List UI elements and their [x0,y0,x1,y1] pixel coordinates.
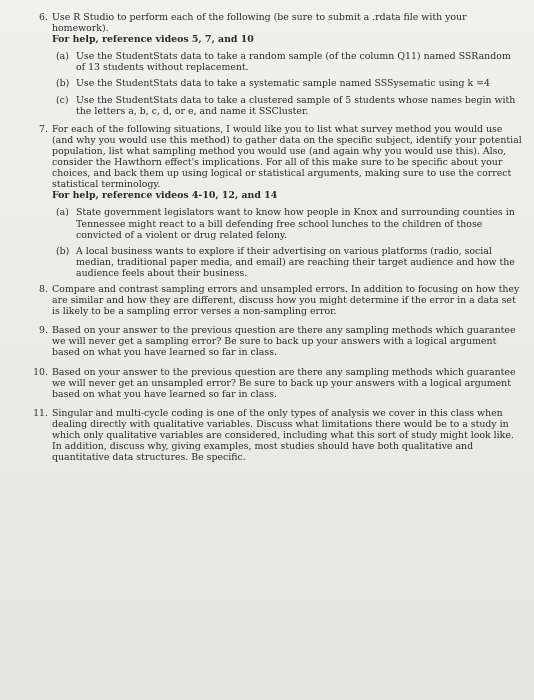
question-text: For each of the following situations, I would like you to list what survey method you would use (and why you would use this method) to gather data on the specific subject, identify your potential population, list what sampling method you would use (and again why you would use this). Also, consider the Hawthorn effect's implications. For all of this make sure to be specific about your choices, and back them up using logical or statistical arguments, making sure to use the correct statistical terminology. [52,123,522,191]
question-part [52,78,522,89]
part-text: A local business wants to explore if their advertising on various platforms (radio, social median, traditional paper media, and email) are reaching their target audience and how the audience feels about their business. [76,245,515,279]
part-label: (a) [56,51,69,63]
part-label: (c) [56,94,69,106]
question-8 [38,284,522,317]
question-number: 7. [39,123,48,135]
question-text: Based on your answer to the previous question are there any sampling methods which guarantee we will never get a sampling error? Be sure to back up your answers with a logical argument based on what you have learned so far in class. [52,325,516,359]
question-parts [52,207,522,279]
part-label: (a) [56,207,69,219]
question-10 [33,366,522,400]
part-label: (b) [56,78,70,90]
question-part [52,51,522,73]
question-9 [38,325,522,358]
part-text: State government legislators want to know how people in Knox and surrounding counties in Tennessee might react to a bill defending free school lunches to the children of those convicted of a violent or drug related felony. [76,207,515,241]
question-text: Based on your answer to the previous question are there any sampling methods which guarantee we will never get an unsampled error? Be sure to back up your answers with a logical argument based on what you have learned so far in class. [52,366,516,400]
question-number: 11. [33,407,48,419]
question-7 [38,124,522,279]
help-reference: For help, reference videos 5, 7, and 10 [52,34,254,46]
question-text: Compare and contrast sampling errors and unsampled errors. In addition to focusing on how they are similar and how they are different, discuss how you might determine if the error in a data set is likely to be a sampling error verses a non-sampling error. [52,283,520,318]
question-number: 9. [39,325,48,337]
question-parts [52,51,522,116]
question-part [52,207,522,240]
part-text: Use the StudentStats data to take a clustered sample of 5 students whose names begin with the letters a, b, c, d, or e, and name it SSCluster. [76,94,516,117]
question-number: 8. [39,283,48,295]
question-number: 10. [33,366,48,378]
question-6 [38,12,522,117]
question-11 [33,407,522,464]
question-text: Use R Studio to perform each of the following (be sure to submit a .rdata file with your homework). [52,12,467,35]
part-label: (b) [56,245,70,257]
question-part [52,95,522,117]
question-number: 6. [39,12,48,23]
question-text: Singular and multi-cycle coding is one of the only types of analysis we cover in this class when dealing directly with qualitative variables. Discuss what limitations there would be to a study in which only qualitative variables are considered, including what this sort of study might look like. In addition, discuss why, giving examples, most studies should have both qualitative and quantitative data structures. Be specific. [52,407,514,464]
question-part [52,246,522,279]
help-reference: For help, reference videos 4-10, 12, and 14 [52,190,278,202]
part-text: Use the StudentStats data to take a systematic sample named SSSysematic using k =4 [76,78,490,90]
part-text: Use the StudentStats data to take a random sample (of the column Q11) named SSRandom of 13 students without replacement. [76,51,511,74]
